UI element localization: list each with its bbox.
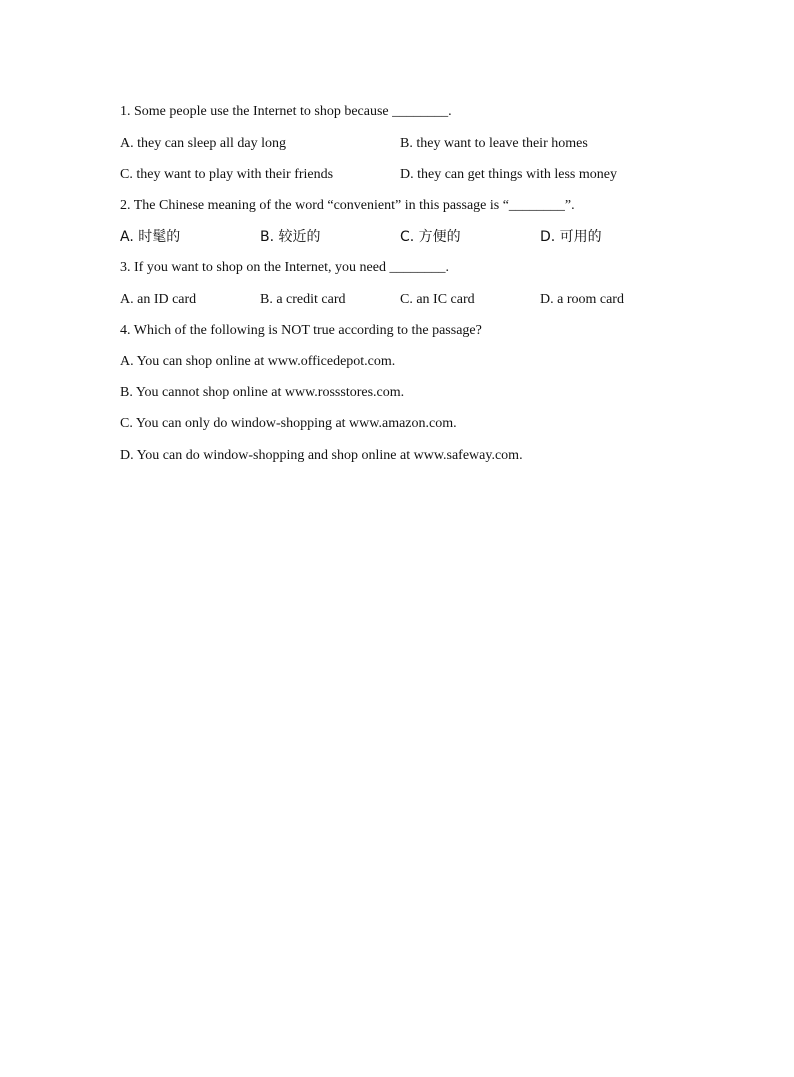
question-1-option-d: D. they can get things with less money <box>400 167 617 182</box>
question-4-option-c: C. You can only do window-shopping at www.amazon.com. <box>120 416 457 431</box>
question-3-option-b: B. a credit card <box>260 292 346 307</box>
question-4-option-d: D. You can do window-shopping and shop online at www.safeway.com. <box>120 448 523 463</box>
question-3-option-c: C. an IC card <box>400 292 475 307</box>
question-3-option-a: A. an ID card <box>120 292 197 307</box>
question-2-option-c: C. 方便的 <box>400 229 461 245</box>
question-2-option-d: D. 可用的 <box>540 229 602 245</box>
question-2-option-a: A. 时髦的 <box>120 229 181 245</box>
question-4-stem: 4. Which of the following is NOT true according to the passage? <box>120 323 482 338</box>
question-1-stem: 1. Some people use the Internet to shop because ________. <box>120 104 452 119</box>
question-2-option-b: B. 较近的 <box>260 229 321 245</box>
question-1-option-a: A. they can sleep all day long <box>120 136 287 151</box>
question-2-stem: 2. The Chinese meaning of the word “convenient” in this passage is “________”. <box>120 198 575 213</box>
question-3-stem: 3. If you want to shop on the Internet, you need ________. <box>120 260 449 275</box>
question-1-option-b: B. they want to leave their homes <box>400 136 588 151</box>
question-4-option-a: A. You can shop online at www.officedepot.com. <box>120 354 396 369</box>
question-4-option-b: B. You cannot shop online at www.rossstores.com. <box>120 385 405 400</box>
question-3-option-d: D. a room card <box>540 292 624 307</box>
question-1-option-c: C. they want to play with their friends <box>120 167 334 182</box>
